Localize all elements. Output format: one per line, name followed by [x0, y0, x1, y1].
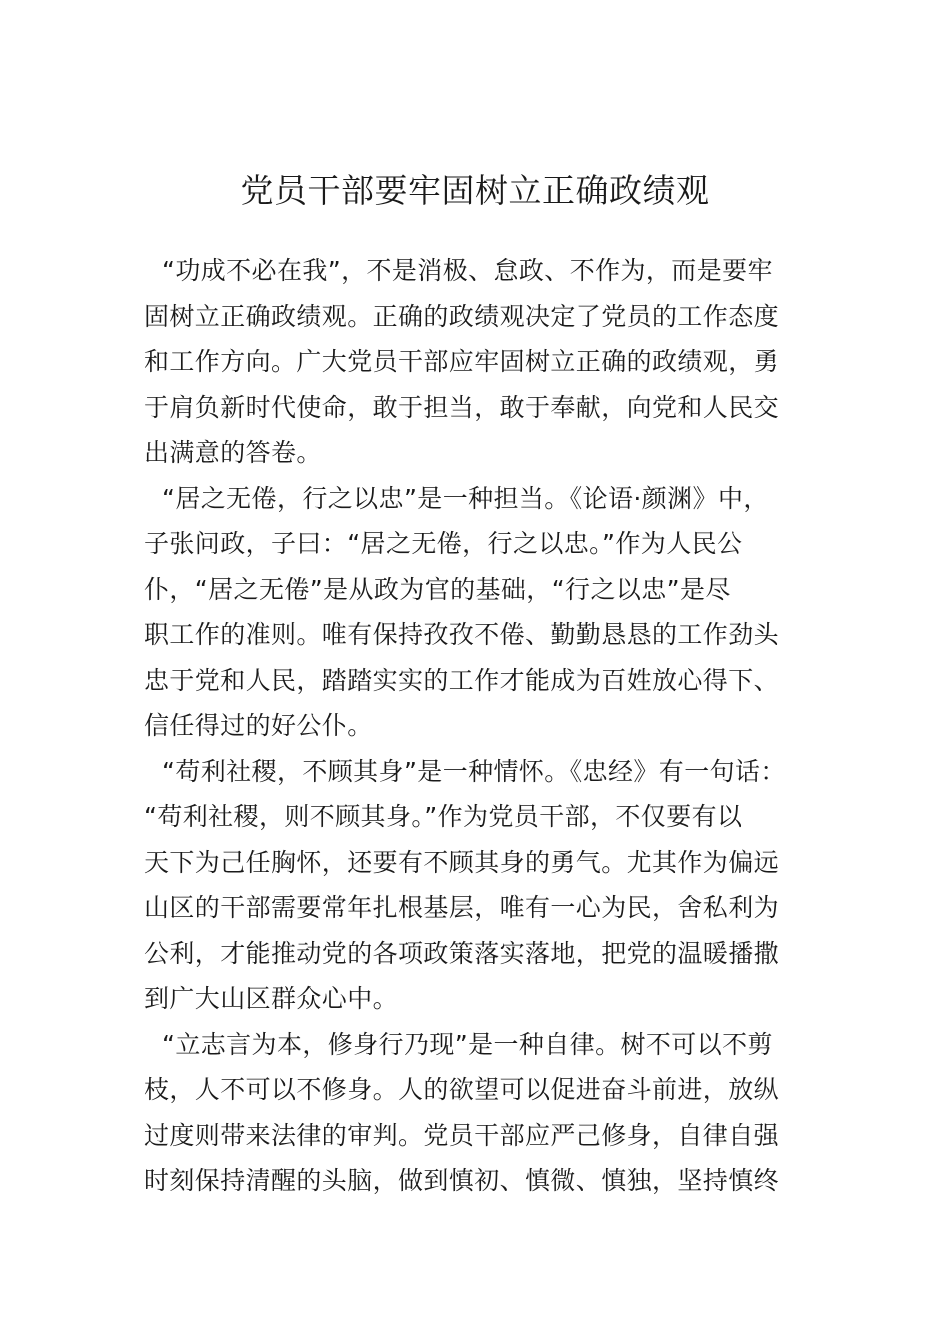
paragraph-3-line-4: 山区的干部需要常年扎根基层，唯有一心为民，舍私利为: [144, 893, 780, 922]
document-title: 党员干部要牢固树立正确政绩观: [240, 171, 710, 210]
paragraph-1-line-5: 出满意的答卷。: [144, 438, 322, 467]
paragraph-3-line-3: 天下为己任胸怀，还要有不顾其身的勇气。尤其作为偏远: [144, 847, 780, 877]
paragraph-2-line-3: 仆，“居之无倦”是从政为官的基础，“行之以忠”是尽: [144, 574, 731, 604]
paragraph-2-line-1: “居之无倦，行之以忠”是一种担当。《论语·颜渊》中，: [162, 483, 769, 513]
paragraph-3-line-1: “苟利社稷，不顾其身”是一种情怀。《忠经》有一句话：: [162, 756, 786, 786]
paragraph-3-line-2: “苟利社稷，则不顾其身。”作为党员干部，不仅要有以: [144, 802, 743, 831]
paragraph-1-line-1: “功成不必在我”，不是消极、怠政、不作为，而是要牢: [162, 256, 773, 285]
paragraph-2-line-2: 子张问政，子曰：“居之无倦，行之以忠。”作为人民公: [144, 529, 743, 558]
paragraph-4-line-3: 过度则带来法律的审判。党员干部应严己修身，自律自强: [144, 1120, 780, 1150]
paragraph-2-line-5: 忠于党和人民，踏踏实实的工作才能成为百姓放心得下、: [144, 665, 780, 695]
paragraph-1-line-2: 固树立正确政绩观。正确的政绩观决定了党员的工作态度: [144, 301, 780, 331]
paragraph-3-line-5: 公利，才能推动党的各项政策落实落地，把党的温暖播撒: [144, 938, 780, 968]
paragraph-1-line-4: 于肩负新时代使命，敢于担当，敢于奉献，向党和人民交: [144, 392, 780, 422]
paragraph-2-line-6: 信任得过的好公仆。: [144, 711, 373, 740]
paragraph-4-line-4: 时刻保持清醒的头脑，做到慎初、慎微、慎独，坚持慎终: [144, 1166, 780, 1195]
paragraph-4-line-1: “立志言为本，修身行乃现”是一种自律。树不可以不剪: [162, 1029, 773, 1059]
paragraph-1-line-3: 和工作方向。广大党员干部应牢固树立正确的政绩观，勇: [144, 347, 780, 376]
paragraph-4-line-2: 枝，人不可以不修身。人的欲望可以促进奋斗前进，放纵: [144, 1075, 780, 1104]
paragraph-2-line-4: 职工作的准则。唯有保持孜孜不倦、勤勤恳恳的工作劲头: [144, 620, 780, 649]
paragraph-3-line-6: 到广大山区群众心中。: [144, 984, 399, 1013]
document-body: [144, 248, 824, 1204]
